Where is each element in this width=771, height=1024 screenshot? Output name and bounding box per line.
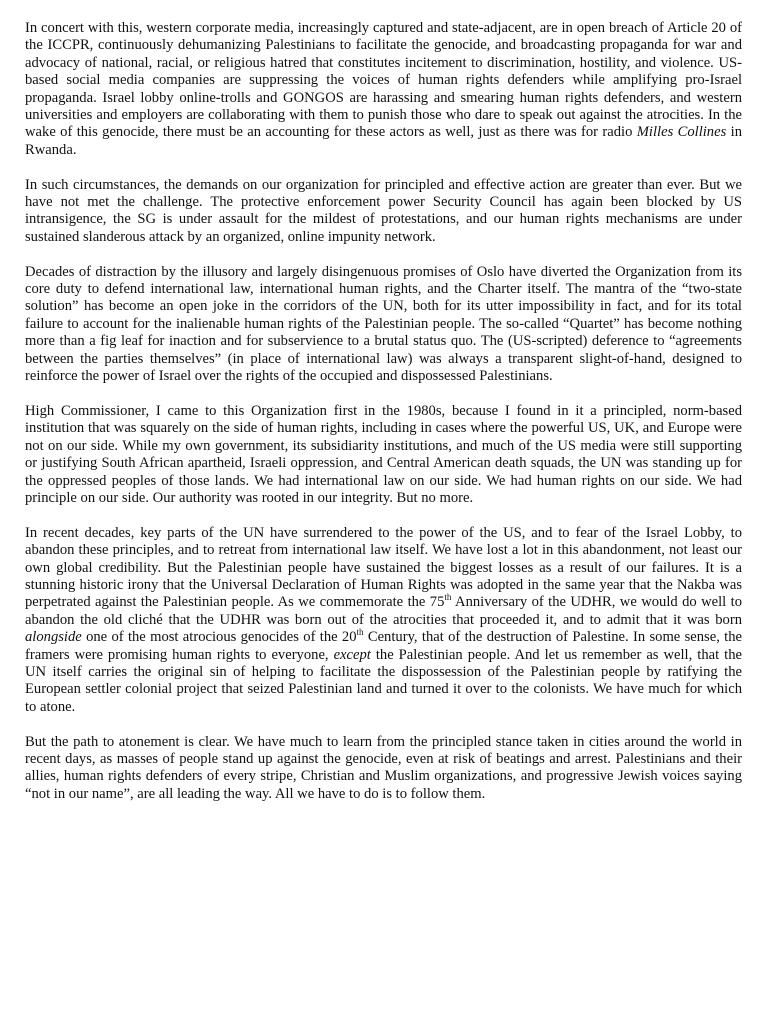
- italic-text-run: except: [333, 646, 371, 663]
- italic-text-run: Milles Collines: [636, 124, 727, 141]
- italic-text-run: alongside: [25, 629, 82, 646]
- superscript: th: [444, 592, 452, 603]
- paragraph-high-commissioner: [25, 403, 742, 507]
- text-run: in Rwanda.: [25, 124, 742, 158]
- paragraph-atonement: [25, 734, 742, 804]
- text-run: In recent decades, key parts of the UN have surrendered to the power of the US, and to fear of the Israel Lobby, to abandon these principles, and to retreat from international law itself. We have lost a lot in this abandonment, not least our own global credibility. But the Palestinian people have sustained the biggest losses as a result of our failures. It is a stunning historic irony that the Universal Declaration of Human Rights was adopted in the same year that the Nakba was perpetrated against the Palestinian people. As we commemorate the 75: [25, 524, 742, 611]
- text-run: Century, that of the destruction of Palestine. In some sense, the framers were promising human rights to everyone,: [25, 629, 743, 663]
- text-run: But the path to atonement is clear. We have much to learn from the principled stance taken in cities around the world in recent days, as masses of people stand up against the genocide, even at risk of beatings and arrest. Palestinians and their allies, human rights defenders of every stripe, Christian and Muslim organizations, and progressive Jewish voices saying “not in our name”, are all leading the way. All we have to do is to follow them.: [25, 733, 742, 802]
- paragraph-recent-decades: [25, 525, 742, 716]
- text-run: In concert with this, western corporate media, increasingly captured and state-adjacent, are in open breach of Article 20 of the ICCPR, continuously dehumanizing Palestinians to facilitate the genocide, and broadcasting propaganda for war and advocacy of national, racial, or religious hatred that constitutes incitement to discrimination, hostility, and violence. US-based social media companies are suppressing the voices of human rights defenders while amplifying pro-Israel propaganda. Israel lobby online-trolls and GONGOS are harassing and smearing human rights defenders, and western universities and employers are collaborating with them to punish those who dare to speak out against the atrocities. In the wake of this genocide, there must be an accounting for these actors as well, just as there was for radio: [25, 20, 742, 141]
- text-run: Decades of distraction by the illusory and largely disingenuous promises of Oslo have diverted the Organization from its core duty to defend international law, international human rights, and the Charter itself. The mantra of the “two-state solution” has become an open joke in the corridors of the UN, both for its utter impossibility in fact, and for its total failure to account for the inalienable human rights of the Palestinian people. The so-called “Quartet” has become nothing more than a fig leaf for inaction and for subservience to a brutal status quo. The (US-scripted) deference to “agreements between the parties themselves” (in place of international law) was always a transparent slight-of-hand, designed to reinforce the power of Israel over the rights of the occupied and dispossessed Palestinians.: [25, 263, 742, 385]
- paragraph-oslo: [25, 264, 742, 386]
- document-page: [25, 20, 742, 803]
- text-run: the Palestinian people. And let us remember as well, that the UN itself carries the original sin of helping to facilitate the dispossession of the Palestinian people by ratifying the European settler colonial project that seized Palestinian land and turned it over to the colonists. We have much for which to atone.: [25, 646, 742, 715]
- superscript: th: [356, 627, 364, 638]
- text-run: Anniversary of the UDHR, we would do well to abandon the old cliché that the UDHR was born out of the atrocities that proceeded it, and to admit that it was born: [25, 594, 742, 628]
- text-run: High Commissioner, I came to this Organization first in the 1980s, because I found in it a principled, norm-based institution that was squarely on the side of human rights, including in cases where the powerful US, UK, and Europe were not on our side. While my own government, its subsidiarity institutions, and much of the US media were still supporting or justifying South African apartheid, Israeli oppression, and Central American death squads, the UN was standing up for the oppressed peoples of those lands. We had international law on our side. We had human rights on our side. We had principle on our side. Our authority was rooted in our integrity. But no more.: [25, 402, 742, 506]
- text-run: one of the most atrocious genocides of the 20: [81, 629, 357, 646]
- paragraph-media-incitement: [25, 20, 742, 159]
- text-run: In such circumstances, the demands on our organization for principled and effective action are greater than ever. But we have not met the challenge. The protective enforcement power Security Council has again been blocked by US intransigence, the SG is under assault for the mildest of protestations, and our human rights mechanisms are under sustained slanderous attack by an organized, online impunity network.: [25, 176, 742, 245]
- paragraph-circumstances: [25, 177, 742, 247]
